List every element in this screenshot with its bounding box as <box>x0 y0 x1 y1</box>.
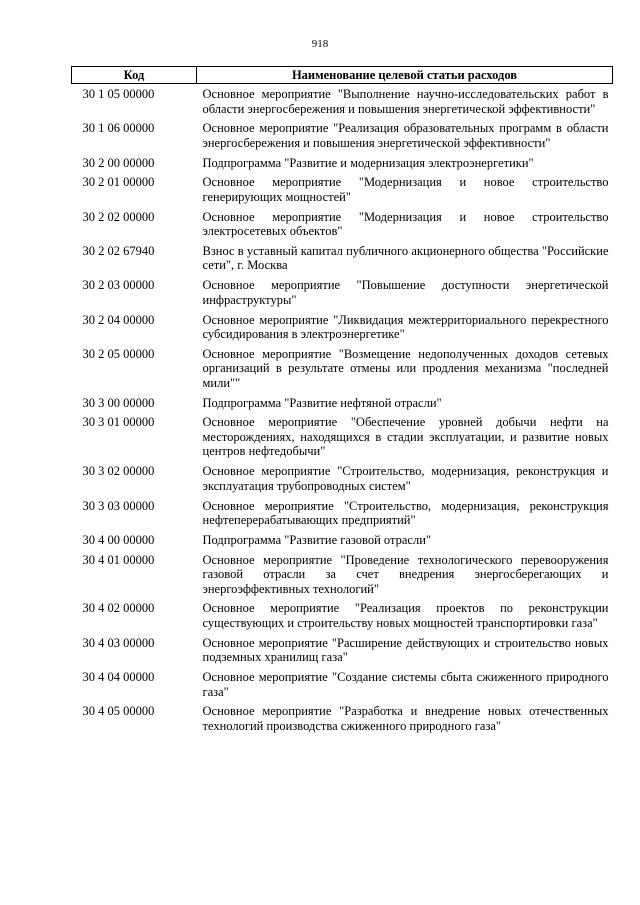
row-code: 30 1 05 00000 <box>82 87 155 101</box>
table-row <box>72 393 613 413</box>
header-row <box>72 67 613 84</box>
row-name: Основное мероприятие "Возмещение недополученных доходов сетевых организаций в результате отмены или продления механизма "последней мили"" <box>202 346 609 390</box>
table-row <box>72 633 613 667</box>
row-name: Основное мероприятие "Проведение технологического перевооружения газовой отрасли за счет внедрения энергосберегающих и энергоэффективных технологий" <box>202 552 609 596</box>
row-code: 30 2 04 00000 <box>82 312 155 327</box>
row-code: 30 4 04 00000 <box>82 670 155 685</box>
table-row <box>72 598 613 632</box>
row-name: Взнос в уставный капитал публичного акционерного общества "Российские сети", г. Москва <box>202 243 609 273</box>
row-name: Основное мероприятие "Создание системы сбыта сжиженного природного газа" <box>202 670 609 699</box>
row-name: Подпрограмма "Развитие газовой отрасли" <box>202 532 432 547</box>
row-code: 30 4 03 00000 <box>82 635 155 650</box>
row-name: Подпрограмма "Развитие и модернизация электроэнергетики" <box>202 155 534 170</box>
row-code: 30 2 03 00000 <box>82 278 155 293</box>
table-row <box>72 310 613 344</box>
row-name: Основное мероприятие "Строительство, модернизация, реконструкция и эксплуатация трубопроводных систем" <box>202 464 609 493</box>
row-name: Основное мероприятие "Обеспечение уровней добычи нефти на месторождениях, находящихся в стадии эксплуатации, и развитие новых центров нефтедобычи" <box>202 415 609 459</box>
row-name: Основное мероприятие "Реализация проектов по реконструкции существующих и строительству новых мощностей транспортировки газа" <box>202 601 609 630</box>
row-name: Основное мероприятие "Выполнение научно-исследовательских работ в области энергосбережения и повышения энергетической эффективности" <box>202 87 609 116</box>
table-row <box>72 84 613 119</box>
budget-table <box>71 66 613 736</box>
row-code: 30 4 05 00000 <box>82 704 155 719</box>
row-code: 30 1 06 00000 <box>82 121 155 136</box>
page-number: 918 <box>311 38 329 50</box>
table-row <box>72 207 613 241</box>
row-code: 30 3 03 00000 <box>82 498 155 513</box>
row-code: 30 4 01 00000 <box>82 552 155 567</box>
row-name: Основное мероприятие "Расширение действующих и строительство новых подземных хранилищ газа" <box>202 635 609 665</box>
table-row <box>72 530 613 550</box>
row-code: 30 2 02 00000 <box>82 209 155 224</box>
row-code: 30 4 00 00000 <box>82 532 155 547</box>
row-code: 30 2 01 00000 <box>82 175 155 190</box>
table-row <box>72 344 613 393</box>
table-row <box>72 275 613 309</box>
row-name: Основное мероприятие "Модернизация и новое строительство генерирующих мощностей" <box>202 175 609 204</box>
table-row <box>72 118 613 152</box>
row-name: Основное мероприятие "Модернизация и новое строительство электросетевых объектов" <box>202 209 609 239</box>
table-row <box>72 172 613 206</box>
row-code: 30 3 00 00000 <box>82 395 155 410</box>
row-code: 30 3 02 00000 <box>82 464 155 479</box>
table-row <box>72 667 613 701</box>
table-header <box>72 67 613 84</box>
row-code: 30 4 02 00000 <box>82 601 155 616</box>
table-row <box>72 701 613 735</box>
table-row <box>72 241 613 275</box>
row-name: Основное мероприятие "Реализация образовательных программ в области энергосбережения и повышения энергетической эффективности" <box>202 121 609 150</box>
row-code: 30 2 00 00000 <box>82 155 155 170</box>
row-code: 30 2 02 67940 <box>82 243 155 258</box>
header-code: Код <box>72 67 197 84</box>
row-name: Подпрограмма "Развитие нефтяной отрасли" <box>202 395 442 410</box>
table-body <box>72 84 613 736</box>
table-row <box>72 153 613 173</box>
row-name: Основное мероприятие "Разработка и внедрение новых отечественных технологий производства сжиженного природного газа" <box>202 704 609 733</box>
table-row <box>72 550 613 599</box>
row-code: 30 2 05 00000 <box>82 346 155 361</box>
row-code: 30 3 01 00000 <box>82 415 155 430</box>
row-name: Основное мероприятие "Строительство, модернизация, реконструкция нефтеперерабатывающих предприятий" <box>202 498 609 528</box>
row-name: Основное мероприятие "Ликвидация межтерриториального перекрестного субсидирования в электроэнергетике" <box>202 312 609 342</box>
table-row <box>72 412 613 461</box>
row-name: Основное мероприятие "Повышение доступности энергетической инфраструктуры" <box>202 278 609 307</box>
header-name: Наименование целевой статьи расходов <box>197 67 613 84</box>
table-row <box>72 461 613 495</box>
table-row <box>72 496 613 530</box>
